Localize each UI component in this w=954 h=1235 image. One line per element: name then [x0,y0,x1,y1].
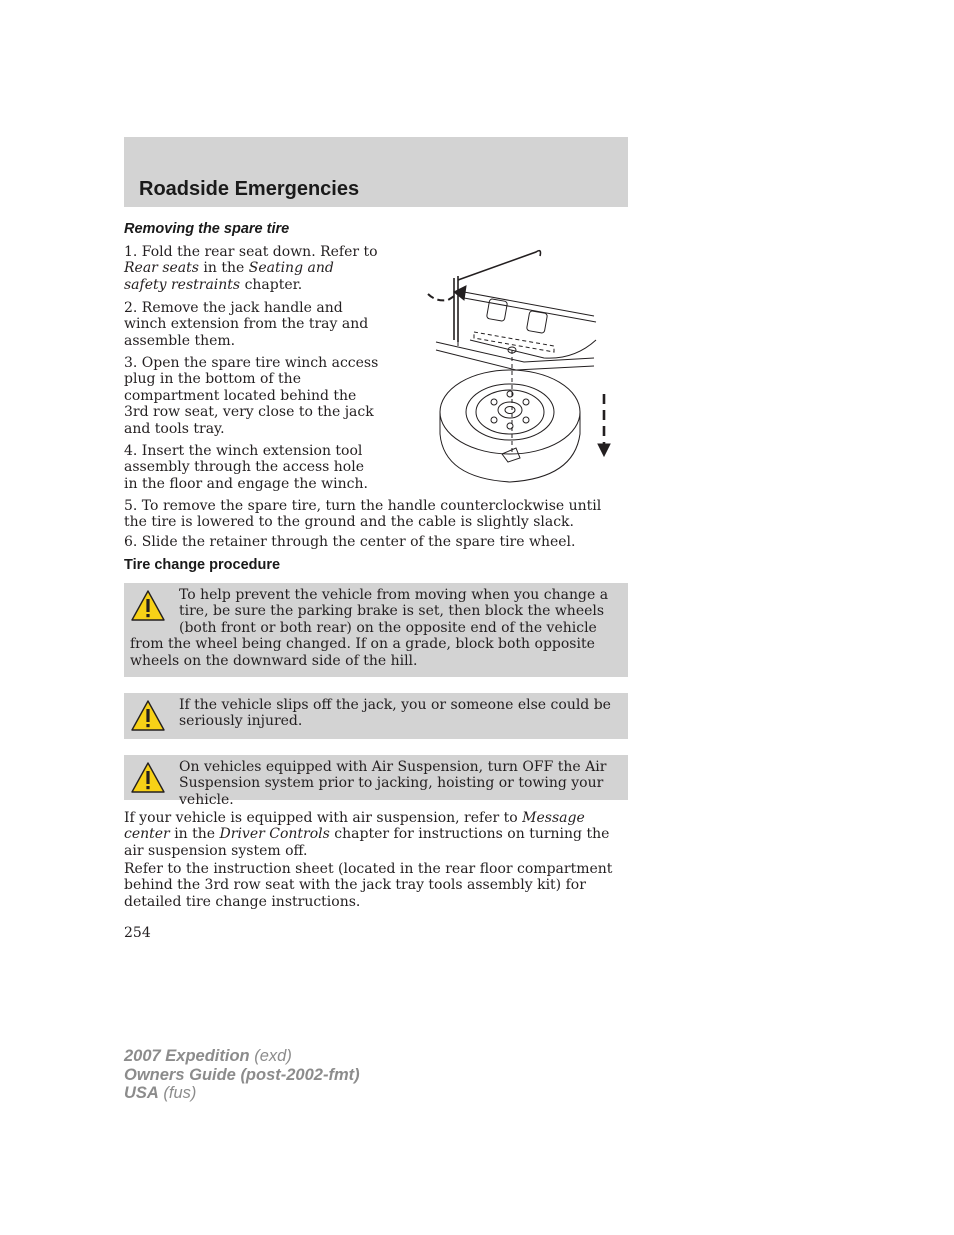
page-number: 254 [124,925,151,941]
footer-guide: Owners Guide (post-2002-fmt) [124,1065,360,1084]
ref-rear-seats: Rear seats [124,260,199,277]
warning-box [124,755,628,808]
air-chapter: chapter for instructions on turning the air suspension system off. [124,826,610,859]
air-text: If your vehicle is equipped with air suspension, refer to [124,810,523,826]
warning-text: On vehicles equipped with Air Suspension, turn OFF the Air Suspension system prior to jacking, hoisting or towing your vehicle. [179,759,607,808]
ref-driver-controls: Driver Controls [219,826,330,843]
warning-triangle-icon [130,699,166,733]
warning-triangle-icon [130,589,166,623]
footer [124,1047,360,1103]
step-1-in-the: in the [198,260,249,277]
warning-text: If the vehicle slips off the jack, you or someone else could be seriously injured. [179,697,611,730]
paragraph-air-suspension [124,810,628,859]
header-band [124,137,628,207]
footer-market-code: (fus) [158,1084,197,1102]
step-5: 5. To remove the spare tire, turn the handle counterclockwise until the tire is lowered to the ground and the cable is slightly slack. [124,498,602,531]
spare-tire-winch-illustration [424,242,628,490]
ref-message-center: Message center [124,810,585,843]
air-in-the: in the [169,826,220,843]
warning-box [124,583,628,677]
footer-market: USA [124,1084,159,1102]
step-4: 4. Insert the winch extension tool assembly through the access hole in the floor and engage the winch. [124,443,368,492]
footer-model: 2007 Expedition [124,1047,250,1065]
page-title: Roadside Emergencies [139,178,360,200]
step-1 [124,244,380,293]
warning-box [124,693,628,739]
warning-text: To help prevent the vehicle from moving when you change a tire, be sure the parking brake is set, then block the wheels (both front or both rear) on the opposite end of the vehicle from the wheel being changed. If on a grade, block both opposite wheels on the downward side of the hill. [130,587,609,669]
ref-seating-chapter: Seating and safety restraints [124,260,334,293]
step-2: 2. Remove the jack handle and winch extension from the tray and assemble them. [124,300,369,349]
step-3: 3. Open the spare tire winch access plug in the bottom of the compartment located behind the 3rd row seat, very close to the jack and tools tray. [124,355,379,437]
warning-triangle-icon [130,761,166,795]
step-1-text: 1. Fold the rear seat down. Refer to [124,244,378,260]
footer-model-code: (exd) [249,1047,292,1065]
section-heading-procedure: Tire change procedure [124,557,281,573]
step-6: 6. Slide the retainer through the center of the spare tire wheel. [124,534,576,550]
section-heading-removing: Removing the spare tire [124,221,290,237]
step-1-chapter: chapter. [240,276,303,293]
paragraph-instruction-sheet: Refer to the instruction sheet (located in the rear floor compartment behind the 3rd row seat with the jack tray tools assembly kit) for detailed tire change instructions. [124,861,613,910]
